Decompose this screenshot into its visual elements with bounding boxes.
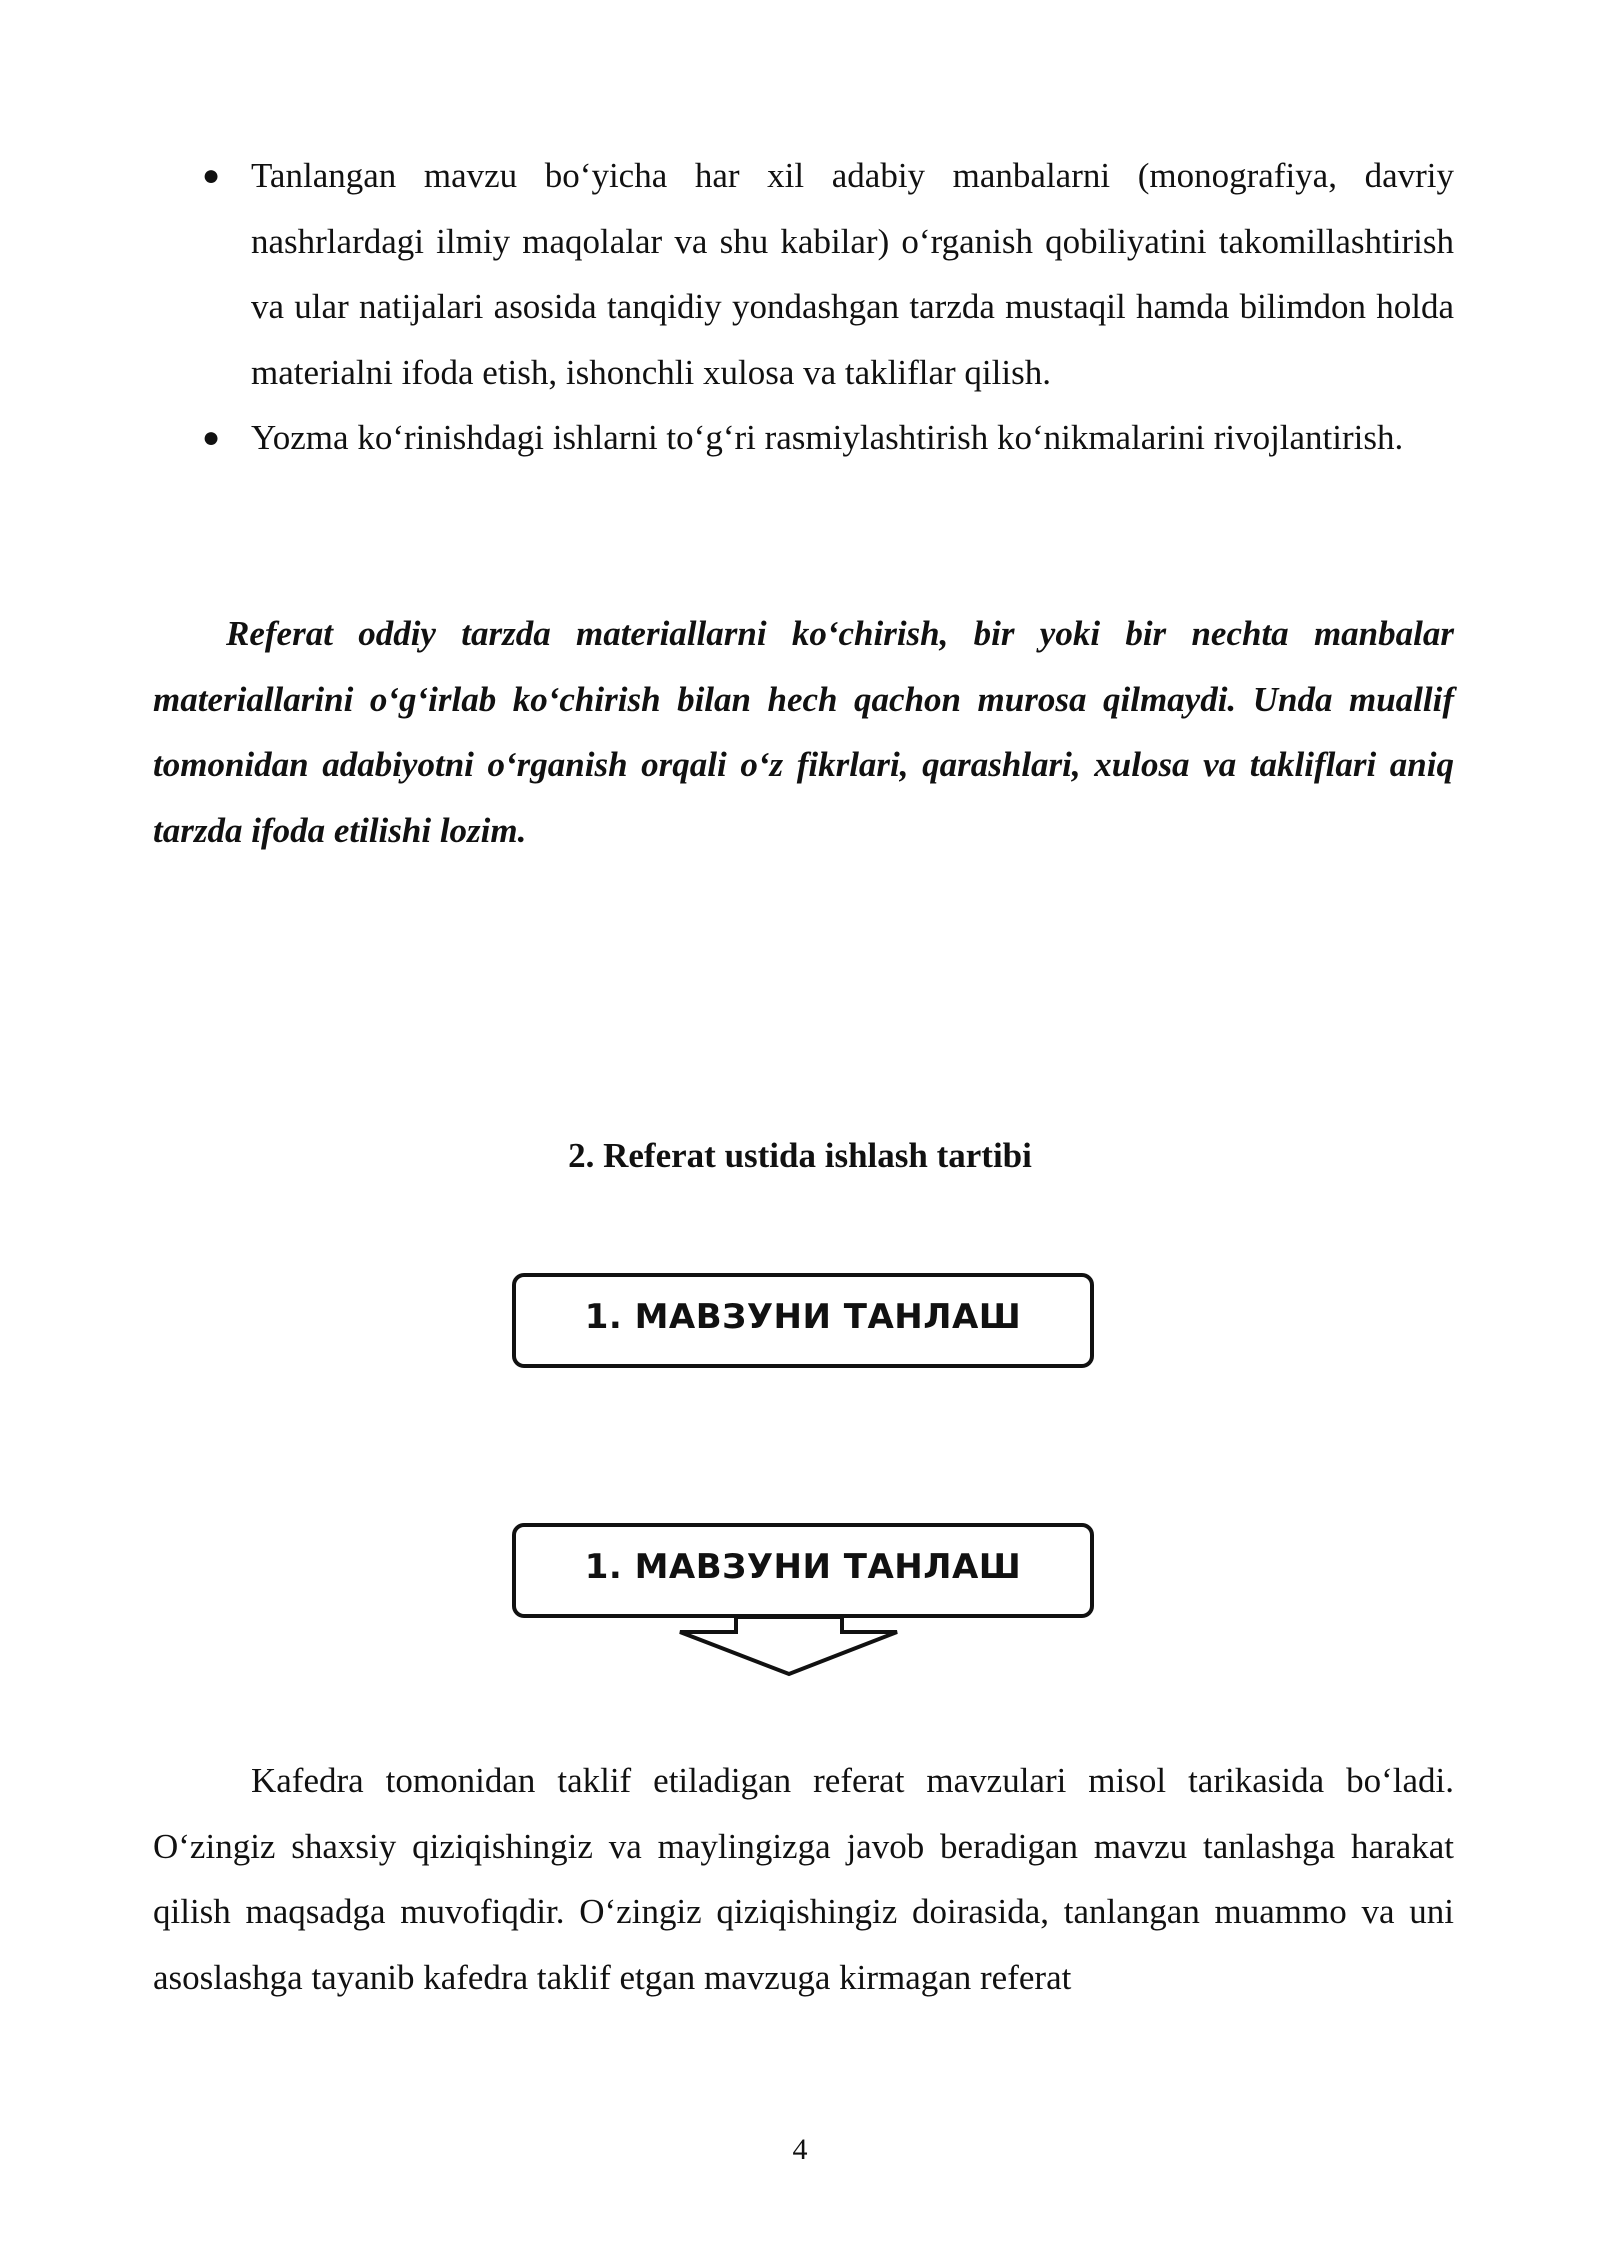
diagram-step-box: 1. МАВЗУНИ ТАНЛАШ [512,1273,1094,1368]
down-arrow-icon [678,1616,900,1678]
bullet-text: Yozma ko‘rinishdagi ishlarni to‘g‘ri rasmiylashtirish ko‘nikmalarini rivojlantirish. [251,418,1404,457]
emphasis-paragraph: Referat oddiy tarzda materiallarni ko‘chirish, bir yoki bir nechta manbalar materiallarini o‘g‘irlab ko‘chirish bilan hech qachon murosa qilmaydi. Unda muallif tomonidan adabiyotni o‘rganish orqali o‘z fikrlari, qarashlari, xulosa va takliflari aniq tarzda ifoda etilishi lozim. [153,614,1454,850]
list-item [153,143,1454,405]
page-number: 4 [792,2133,808,2166]
section-heading: 2. Referat ustida ishlash tartibi [568,1136,1032,1175]
bullet-list [153,143,1454,471]
diagram-step-box: 1. МАВЗУНИ ТАНЛАШ [512,1523,1094,1618]
bullet-text: Tanlangan mavzu bo‘yicha har xil adabiy manbalarni (monografiya, davriy nashrlardagi ilmiy maqolalar va shu kabilar) o‘rganish qobiliyatini takomillashtirish va ular natijalari asosida tanqidiy yondashgan tarzda mustaqil hamda bilimdon holda materialni ifoda etish, ishonchli xulosa va takliflar qilish. [251,156,1454,392]
bullet-icon: ● [202,159,221,192]
list-item [153,405,1454,471]
body-paragraph: Kafedra tomonidan taklif etiladigan referat mavzulari misol tarikasida bo‘ladi. O‘zingiz shaxsiy qiziqishingiz va maylingizga javob beradigan mavzu tanlashga harakat qilish maqsadga muvofiqdir. O‘zingiz qiziqishingiz doirasida, tanlangan muammo va uni asoslashga tayanib kafedra taklif etgan mavzuga kirmagan referat [153,1761,1454,1997]
bullet-icon: ● [202,421,221,454]
